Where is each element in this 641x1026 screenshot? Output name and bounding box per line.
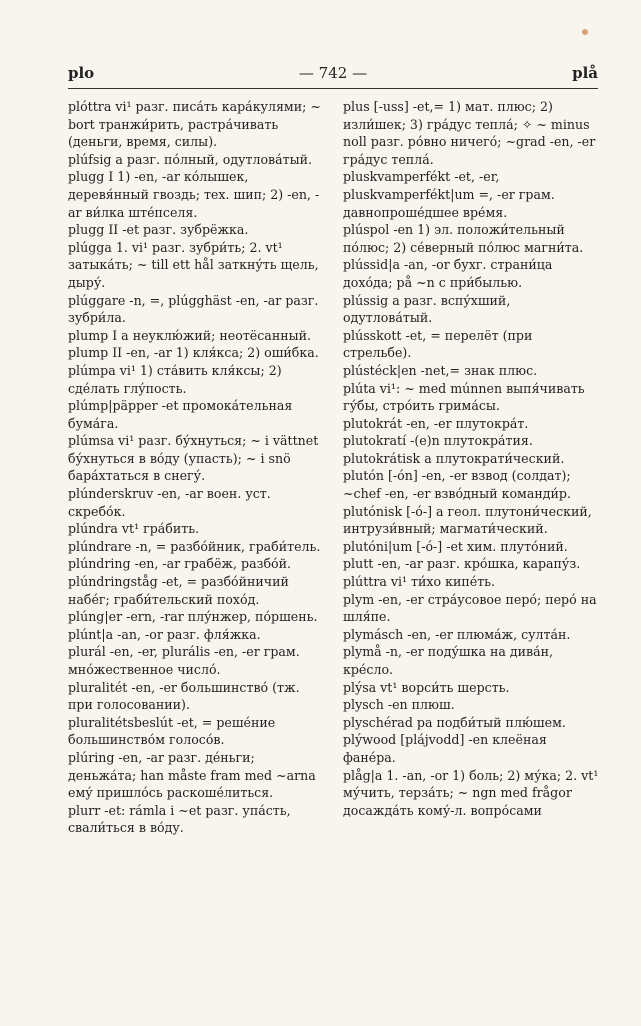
dictionary-entry: plúmp|päpper -et промока́тельная бума́га. bbox=[68, 398, 293, 431]
dictionary-entry: plúndringståg -et, = разбо́йничий набе́г; граби́тельский похо́д. bbox=[68, 574, 289, 607]
dictionary-entry: plutón [-ón] -en, -er взвод (солдат); ~chef -en, -er взво́дный команди́р. bbox=[343, 468, 571, 502]
dictionary-entry: plump I a неуклю́жий; неотёсанный. bbox=[68, 327, 312, 343]
dictionary-entry: plýwood [plájvodd] -en клеёная фане́ра. bbox=[343, 732, 547, 765]
header-last-word: plå bbox=[572, 64, 598, 82]
dictionary-entry: plymå -n, -er поду́шка на дива́н, кре́сло. bbox=[343, 644, 554, 677]
dictionary-entry: plysch -en плюш. bbox=[343, 697, 455, 713]
dictionary-entry: plúndring -en, -ar грабёж, разбо́й. bbox=[68, 556, 292, 572]
dictionary-entry: plúmsa vi¹ разг. бу́хнуться; ~ i vättnet бу́хнуться в во́ду (упасть); ~ i snö бара́хтаться в снегу́. bbox=[68, 433, 319, 484]
running-header bbox=[68, 64, 598, 86]
dictionary-entry: plutóni|um [-ó-] -et хим. плуто́ний. bbox=[343, 538, 568, 554]
dictionary-entry: pluralitétsbeslút -et, = реше́ние большинство́м голосо́в. bbox=[68, 714, 276, 748]
dictionary-entry: plymásch -en, -er плюма́ж, султа́н. bbox=[343, 626, 571, 642]
dictionary-entry: pluskvamperfékt -et, -er, pluskvamperfékt|um =, -er грам. давнопроше́дшее вре́мя. bbox=[343, 169, 555, 220]
header-first-word: plo bbox=[68, 64, 95, 82]
dictionary-entry: plutónisk [-ó-] a геол. плутони́ческий, интрузи́вный; магмати́ческий. bbox=[343, 503, 592, 537]
dictionary-entry: plúring -en, -ar разг. де́ньги; деньжа́та; han måste fram med ~arna ему́ пришло́сь раскоше́литься. bbox=[68, 749, 316, 801]
dictionary-entry: plússkott -et, = перелёт (при стрельбе). bbox=[343, 327, 533, 361]
dictionary-entry: plutokrát -en, -er плутокра́т. bbox=[343, 415, 529, 431]
dictionary-entry: plutt -en, -ar разг. кро́шка, карапу́з. bbox=[343, 556, 581, 572]
dictionary-entry: plóttra vi¹ разг. писа́ть кара́кулями; ~ bort транжи́рить, растра́чивать (деньги, время, силы). bbox=[68, 99, 321, 150]
right-column bbox=[343, 98, 600, 819]
left-column bbox=[68, 98, 326, 837]
dictionary-entry: plússig a разг. вспу́хший, одутлова́тый. bbox=[343, 292, 511, 326]
dictionary-entry: pluralitét -en, -er большинство́ (тж. при голосовании). bbox=[68, 679, 300, 713]
page-number: — 742 — bbox=[298, 64, 368, 82]
dictionary-entry: plutokrátisk a плутократи́ческий. bbox=[343, 450, 565, 466]
dictionary-entry: plyschérad pa подби́тый плю́шем. bbox=[343, 714, 566, 730]
dictionary-entry: plússid|a -an, -or бухг. страни́ца дохо́да; på ~n с при́былью. bbox=[343, 257, 553, 290]
dictionary-entry: plústéck|en -net,= знак плюс. bbox=[343, 362, 538, 378]
dictionary-entry: plugg II -et разг. зубрёжка. bbox=[68, 222, 249, 238]
dictionary-entry: plúttra vi¹ ти́хо кипе́ть. bbox=[343, 574, 496, 590]
dictionary-entry: plýsa vt¹ ворси́ть шерсть. bbox=[343, 679, 510, 695]
dictionary-entry: plump II -en, -ar 1) кля́кса; 2) оши́бка. bbox=[68, 345, 319, 361]
dictionary-entry: plúnderskruv -en, -ar воен. уст. скребо́к. bbox=[68, 486, 271, 519]
header-rule bbox=[68, 88, 598, 89]
paper-spot bbox=[582, 29, 588, 35]
dictionary-entry: plym -en, -er стра́усовое перо́; перо́ на шля́пе. bbox=[343, 591, 597, 625]
dictionary-entry: plus [-uss] -et,= 1) мат. плюс; 2) изли́шек; 3) гра́дус тепла́; ✧ ~ minus noll разг. ро́вно ничего́; ~grad -en, -er гра́дус тепла́. bbox=[343, 99, 596, 167]
dictionary-entry: plúng|er -ern, -rar плу́нжер, по́ршень. bbox=[68, 609, 318, 625]
dictionary-entry: plúta vi¹: ~ med múnnen выпя́чивать гу́бы, стро́ить грима́сы. bbox=[343, 380, 585, 414]
dictionary-entry: plúndrare -n, = разбо́йник, граби́тель. bbox=[68, 538, 321, 554]
dictionary-entry: plurál -en, -er, plurális -en, -er грам. мно́жественное число́. bbox=[68, 644, 300, 677]
dictionary-entry: plutokratí -(e)n плутокра́тия. bbox=[343, 433, 533, 449]
dictionary-entry: plúspol -en 1) эл. положи́тельный по́люс; 2) се́верный по́люс магни́та. bbox=[343, 222, 584, 255]
dictionary-entry: plúmpa vi¹ 1) ста́вить кля́ксы; 2) сде́лать глу́пость. bbox=[68, 362, 282, 396]
dictionary-entry: plúfsig a разг. по́лный, одутлова́тый. bbox=[68, 151, 313, 167]
dictionary-entry: plurr -et: rámla i ~et разг. упа́сть, свали́ться в во́ду. bbox=[68, 802, 291, 836]
dictionary-entry: plúndra vt¹ гра́бить. bbox=[68, 521, 200, 537]
dictionary-entry: plúggare -n, =, plúgghäst -en, -ar разг. зубри́ла. bbox=[68, 292, 319, 326]
dictionary-entry: plúnt|a -an, -or разг. фля́жка. bbox=[68, 626, 261, 642]
dictionary-entry: plugg I 1) -en, -ar ко́лышек, деревя́нный гвоздь; тех. шип; 2) -en, -ar ви́лка ште́пселя. bbox=[68, 169, 320, 220]
dictionary-entry: plåg|a 1. -an, -or 1) боль; 2) му́ка; 2. vt¹ му́чить, терза́ть; ~ ngn med frågor досажда́ть кому́-л. вопро́сами bbox=[343, 767, 599, 818]
dictionary-entry: plúgga 1. vi¹ разг. зубри́ть; 2. vt¹ затыка́ть; ~ till ett hål заткну́ть щель, дыру́. bbox=[68, 239, 319, 290]
